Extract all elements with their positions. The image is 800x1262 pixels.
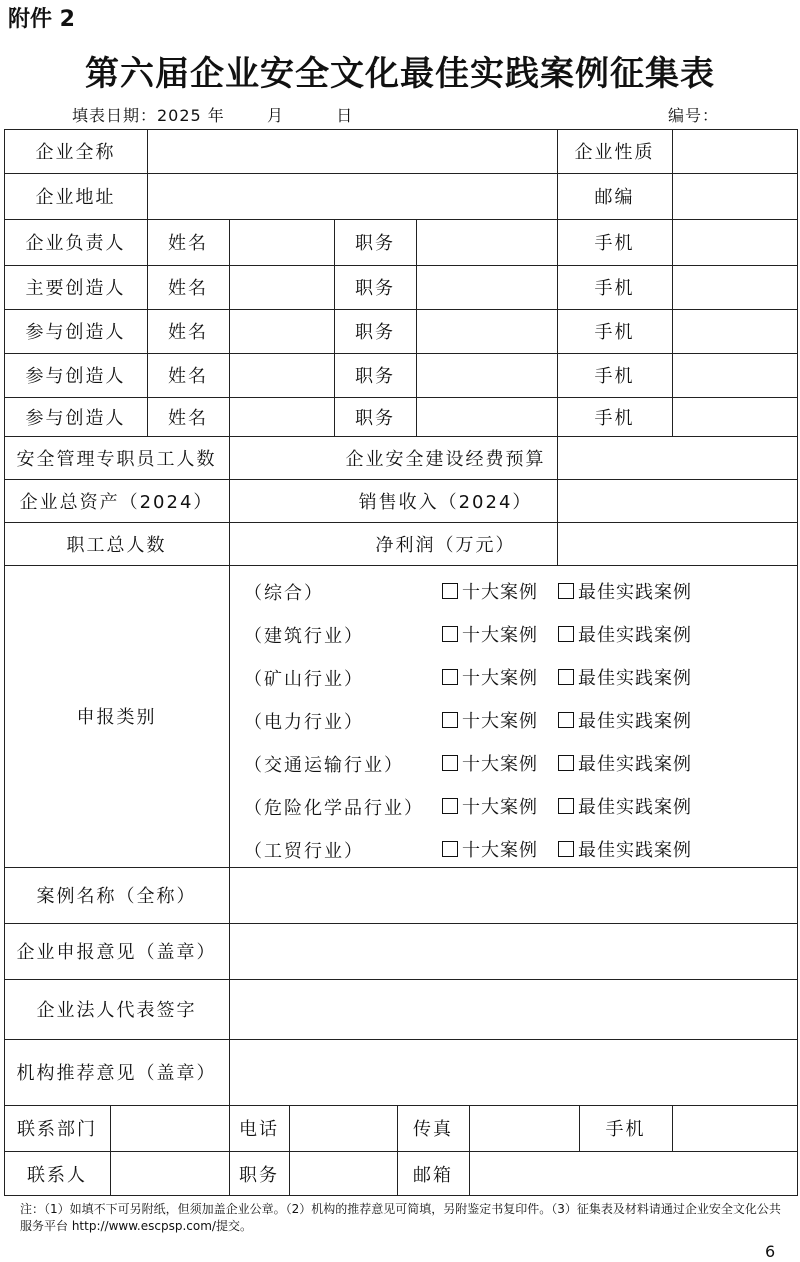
name-label: 姓名 <box>168 322 208 343</box>
person-mobile-field[interactable] <box>672 353 798 397</box>
top-ten-option[interactable] <box>442 578 538 604</box>
top-ten-option[interactable] <box>442 621 538 647</box>
person-position-field[interactable] <box>416 219 557 265</box>
category-name: （综合） <box>244 583 324 604</box>
net-profit-field[interactable] <box>557 522 798 565</box>
company-name-label: 企业全称 <box>35 142 116 163</box>
contact-position-label: 职务 <box>239 1164 279 1186</box>
position-label: 职务 <box>355 366 395 387</box>
checkbox-icon[interactable] <box>442 712 458 728</box>
option-label: 最佳实践案例 <box>578 754 692 775</box>
option-label: 十大案例 <box>462 754 538 775</box>
person-name-field[interactable] <box>229 309 334 353</box>
contact-position-field[interactable] <box>289 1151 397 1196</box>
case-name-field[interactable] <box>229 867 798 923</box>
top-ten-option[interactable] <box>442 750 538 776</box>
email-label: 邮箱 <box>413 1164 453 1186</box>
option-label: 最佳实践案例 <box>578 797 692 818</box>
contact-person-label: 联系人 <box>27 1164 87 1186</box>
application-form-table <box>4 129 798 1196</box>
checkbox-icon[interactable] <box>442 755 458 771</box>
person-role-label: 主要创造人 <box>25 278 126 299</box>
position-label: 职务 <box>355 322 395 343</box>
sales-revenue-label: 销售收入（2024） <box>358 491 533 513</box>
position-label: 职务 <box>355 278 395 299</box>
category-label: 申报类别 <box>76 707 157 728</box>
page-title: 第六届企业安全文化最佳实践案例征集表 <box>85 54 715 94</box>
person-name-field[interactable] <box>229 219 334 265</box>
checkbox-icon[interactable] <box>442 583 458 599</box>
month-label: 月 <box>267 106 285 125</box>
category-name: （工贸行业） <box>244 841 364 862</box>
position-label: 职务 <box>355 407 395 429</box>
person-role-label: 参与创造人 <box>25 407 126 429</box>
checkbox-icon[interactable] <box>558 712 574 728</box>
best-practice-option[interactable] <box>558 578 692 604</box>
best-practice-option[interactable] <box>558 621 692 647</box>
postcode-label: 邮编 <box>594 187 635 208</box>
option-label: 最佳实践案例 <box>578 582 692 603</box>
category-name: （危险化学品行业） <box>244 798 424 819</box>
contact-mobile-label: 手机 <box>605 1119 646 1140</box>
best-practice-option[interactable] <box>558 793 692 819</box>
phone-label: 电话 <box>239 1119 279 1140</box>
option-label: 十大案例 <box>462 840 538 861</box>
company-nature-label: 企业性质 <box>574 142 655 163</box>
checkbox-icon[interactable] <box>558 669 574 685</box>
person-mobile-field[interactable] <box>672 265 798 309</box>
checkbox-icon[interactable] <box>558 583 574 599</box>
name-label: 姓名 <box>168 278 208 299</box>
company-address-field[interactable] <box>147 173 557 219</box>
position-label: 职务 <box>355 233 395 254</box>
person-mobile-field[interactable] <box>672 219 798 265</box>
category-name: （电力行业） <box>244 712 364 733</box>
option-label: 十大案例 <box>462 797 538 818</box>
option-label: 十大案例 <box>462 625 538 646</box>
option-label: 最佳实践案例 <box>578 711 692 732</box>
person-mobile-field[interactable] <box>672 397 798 436</box>
person-role-label: 企业负责人 <box>25 233 126 254</box>
total-employees-label: 职工总人数 <box>66 534 167 556</box>
fill-date-label: 填表日期：2025 年 <box>72 106 225 125</box>
checkbox-icon[interactable] <box>558 755 574 771</box>
safety-budget-label: 企业安全建设经费预算 <box>345 448 546 470</box>
category-name: （交通运输行业） <box>244 755 404 776</box>
person-name-field[interactable] <box>229 353 334 397</box>
best-practice-option[interactable] <box>558 750 692 776</box>
email-field[interactable] <box>469 1151 798 1196</box>
person-name-field[interactable] <box>229 265 334 309</box>
option-label: 十大案例 <box>462 668 538 689</box>
person-role-label: 参与创造人 <box>25 366 126 387</box>
postcode-field[interactable] <box>672 173 798 219</box>
contact-dept-field[interactable] <box>110 1105 229 1151</box>
safety-staff-count-label: 安全管理专职员工人数 <box>16 448 217 470</box>
sales-revenue-field[interactable] <box>557 479 798 522</box>
person-role-label: 参与创造人 <box>25 322 126 343</box>
best-practice-option[interactable] <box>558 836 692 862</box>
legal-rep-signature-field[interactable] <box>229 979 798 1039</box>
person-position-field[interactable] <box>416 397 557 436</box>
total-assets-field[interactable] <box>229 479 334 522</box>
fill-date-row <box>72 103 353 126</box>
fax-field[interactable] <box>469 1105 579 1151</box>
company-name-field[interactable] <box>147 129 557 173</box>
mobile-label: 手机 <box>594 407 635 429</box>
checkbox-icon[interactable] <box>442 798 458 814</box>
safety-budget-field[interactable] <box>557 436 798 479</box>
top-ten-option[interactable] <box>442 793 538 819</box>
mobile-label: 手机 <box>594 233 635 254</box>
total-employees-field[interactable] <box>229 522 334 565</box>
person-name-field[interactable] <box>229 397 334 436</box>
net-profit-label: 净利润（万元） <box>375 534 516 556</box>
person-position-field[interactable] <box>416 265 557 309</box>
case-name-label: 案例名称（全称） <box>36 886 197 907</box>
footnote: 注：（1）如填不下可另附纸，但须加盖企业公章。（2）机构的推荐意见可简填，另附鉴定书复印件。（3）征集表及材料请通过企业安全文化公共服务平台 http://www.escpsp.com/提交。 <box>20 1202 781 1233</box>
phone-field[interactable] <box>289 1105 397 1151</box>
org-opinion-field[interactable] <box>229 1039 798 1105</box>
safety-staff-count-field[interactable] <box>229 436 334 479</box>
option-label: 最佳实践案例 <box>578 668 692 689</box>
checkbox-icon[interactable] <box>558 841 574 857</box>
person-mobile-field[interactable] <box>672 309 798 353</box>
company-address-label: 企业地址 <box>35 187 116 208</box>
mobile-label: 手机 <box>594 366 635 387</box>
mobile-label: 手机 <box>594 322 635 343</box>
serial-number-label: 编号： <box>668 106 720 125</box>
checkbox-icon[interactable] <box>558 626 574 642</box>
best-practice-option[interactable] <box>558 664 692 690</box>
contact-dept-label: 联系部门 <box>17 1119 97 1140</box>
name-label: 姓名 <box>168 366 208 387</box>
page-number: 6 <box>765 1242 776 1261</box>
name-label: 姓名 <box>168 233 208 254</box>
person-position-field[interactable] <box>416 353 557 397</box>
best-practice-option[interactable] <box>558 707 692 733</box>
contact-person-field[interactable] <box>110 1151 229 1196</box>
company-opinion-label: 企业申报意见（盖章） <box>16 942 217 963</box>
category-name: （建筑行业） <box>244 626 364 647</box>
mobile-label: 手机 <box>594 278 635 299</box>
attachment-label: 附件 2 <box>8 7 75 32</box>
contact-mobile-field[interactable] <box>672 1105 798 1151</box>
legal-rep-signature-label: 企业法人代表签字 <box>36 1000 197 1021</box>
day-label: 日 <box>336 106 354 125</box>
top-ten-option[interactable] <box>442 707 538 733</box>
checkbox-icon[interactable] <box>558 798 574 814</box>
org-opinion-label: 机构推荐意见（盖章） <box>16 1063 217 1084</box>
option-label: 十大案例 <box>462 711 538 732</box>
checkbox-icon[interactable] <box>442 626 458 642</box>
fax-label: 传真 <box>413 1119 453 1140</box>
total-assets-label: 企业总资产（2024） <box>19 491 214 513</box>
checkbox-icon[interactable] <box>442 841 458 857</box>
top-ten-option[interactable] <box>442 836 538 862</box>
option-label: 最佳实践案例 <box>578 625 692 646</box>
option-label: 最佳实践案例 <box>578 840 692 861</box>
category-name: （矿山行业） <box>244 669 364 690</box>
checkbox-icon[interactable] <box>442 669 458 685</box>
name-label: 姓名 <box>168 407 208 429</box>
top-ten-option[interactable] <box>442 664 538 690</box>
option-label: 十大案例 <box>462 582 538 603</box>
company-opinion-field[interactable] <box>229 923 798 979</box>
person-position-field[interactable] <box>416 309 557 353</box>
company-nature-field[interactable] <box>672 129 798 173</box>
